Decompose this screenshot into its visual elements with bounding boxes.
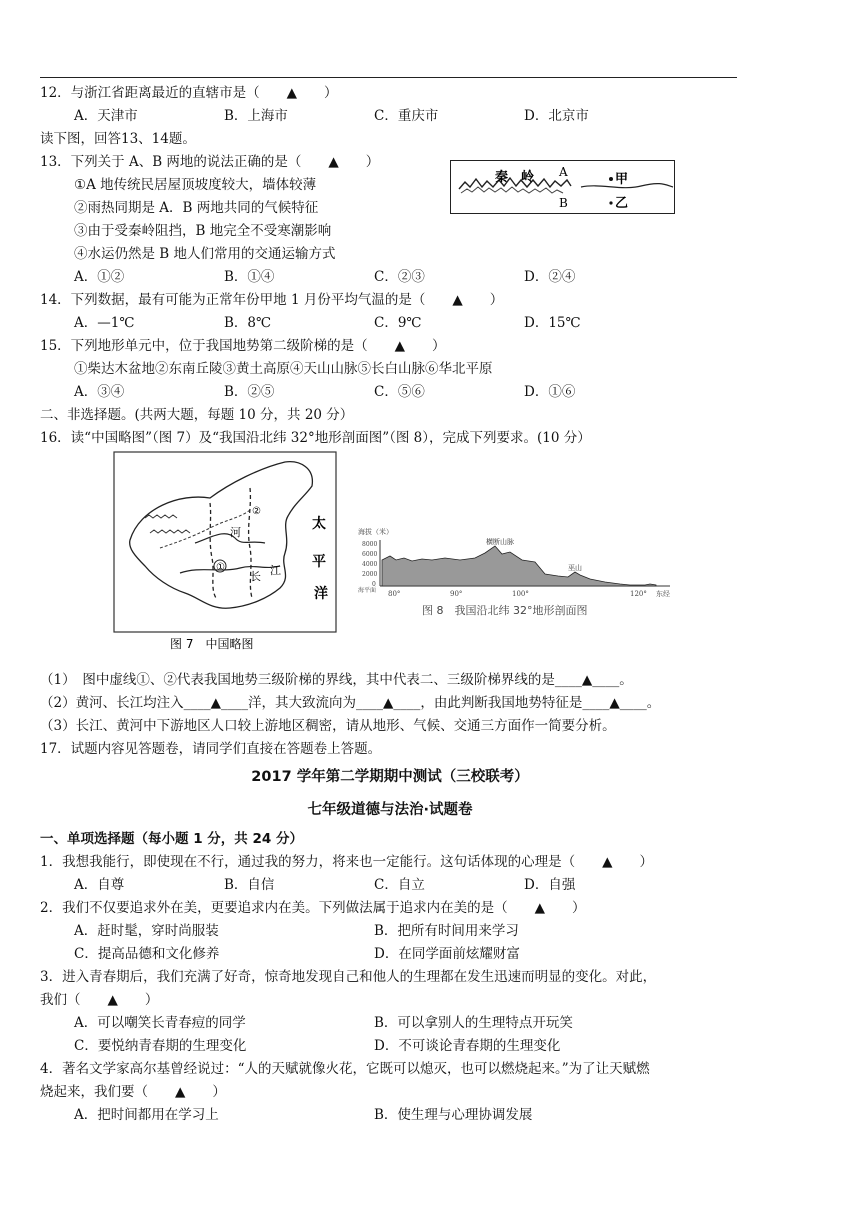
label-yi: 乙 <box>615 196 629 211</box>
q14-option-a: A．—1℃ <box>74 315 135 331</box>
q15-option-c: C．⑤⑥ <box>374 384 425 400</box>
fig8-peak-hengduan: 横断山脉 <box>486 538 514 546</box>
q12-stem: 12．与浙江省距离最近的直辖市是（ ▲ ） <box>40 85 338 101</box>
m4-stem-line-2: 烧起来，我们要（ ▲ ） <box>40 1084 226 1100</box>
q16-stem: 16．读“中国略图”（图 7）及“我国沿北纬 32°地形剖面图”（图 8），完成下列要求。(10 分） <box>40 430 591 446</box>
m4-stem-line-1: 4．著名文学家高尔基曾经说过：“人的天赋就像火花，它既可以熄灭，也可以燃烧起来。”为了让天赋燃 <box>40 1061 650 1077</box>
q15-option-b: B．②⑤ <box>224 384 275 400</box>
header-rule <box>40 77 737 78</box>
label-jia: 甲 <box>615 172 629 187</box>
exam-title: 2017 学年第二学期期中测试（三校联考） <box>251 769 529 785</box>
q15-items: ①柴达木盆地②东南丘陵③黄土高原④天山山脉⑤长白山脉⑥华北平原 <box>74 361 493 377</box>
fig8-ytick-8000: 8000 <box>362 541 378 548</box>
mountain-ridge-lower <box>461 187 563 193</box>
q15-stem: 15．下列地形单元中，位于我国地势第二级阶梯的是（ ▲ ） <box>40 338 446 354</box>
m4-option-a: A．把时间都用在学习上 <box>74 1107 219 1123</box>
fig7-caption: 图 7 中国略图 <box>170 637 254 651</box>
section-2-heading: 二、非选择题。(共两大题，每题 10 分，共 20 分） <box>40 407 354 423</box>
fig7-label-2: ② <box>252 506 261 517</box>
m3-option-b: B．可以拿别人的生理特点开玩笑 <box>374 1015 573 1031</box>
q15-option-d: D．①⑥ <box>524 384 576 400</box>
q14-option-d: D．15℃ <box>524 315 581 331</box>
q13-option-c: C．②③ <box>374 269 425 285</box>
qinling-label: 秦 岭 <box>495 170 535 185</box>
fig7-ocean-ping: 平 <box>312 554 326 570</box>
section-1-heading: 一、单项选择题（每小题 1 分，共 24 分） <box>40 831 303 847</box>
m2-option-b: B．把所有时间用来学习 <box>374 923 519 939</box>
m1-option-b: B．自信 <box>224 877 275 893</box>
q14-option-c: C．9℃ <box>374 315 422 331</box>
m1-option-c: C．自立 <box>374 877 425 893</box>
q12-option-b: B．上海市 <box>224 108 288 124</box>
fig7-ocean-yang: 洋 <box>314 586 328 602</box>
q12-option-d: D．北京市 <box>524 108 589 124</box>
m1-option-d: D．自强 <box>524 877 576 893</box>
m3-option-d: D．不可谈论青春期的生理变化 <box>374 1038 561 1054</box>
qinling-sketch <box>451 161 674 213</box>
figures-svg <box>100 448 704 660</box>
label-b: B <box>559 196 568 210</box>
m3-stem-line-2: 我们（ ▲ ） <box>40 992 159 1008</box>
fig7-label-he: 河 <box>230 526 241 539</box>
fig8-profile <box>382 546 656 586</box>
q13-item-1: ①A 地传统民居屋顶坡度较大，墙体较薄 <box>74 177 317 193</box>
m2-option-c: C．提高品德和文化修养 <box>74 946 220 962</box>
fig8-ytick-0: 0 <box>372 581 376 588</box>
q13-item-4: ④水运仍然是 B 地人们常用的交通运输方式 <box>74 246 336 262</box>
fig7-label-jiang: 江 <box>270 564 281 577</box>
fig7-frame <box>114 452 336 632</box>
fig8-ytick-2000: 2000 <box>362 571 378 578</box>
fig7-ocean-tai: 太 <box>312 516 326 532</box>
fig8-xtick-120: 120° <box>630 590 647 598</box>
m3-option-a: A．可以嘲笑长青春痘的同学 <box>74 1015 246 1031</box>
point-yi <box>609 201 612 204</box>
q16-sub2: （2）黄河、长江均注入____▲____洋，其大致流向为____▲____，由此判断我国地势特征是____▲____。 <box>40 695 661 711</box>
exam-subtitle: 七年级道德与法治·试题卷 <box>307 802 473 818</box>
q13-item-3: ③由于受秦岭阻挡，B 地完全不受寒潮影响 <box>74 223 332 239</box>
q14-option-b: B．8℃ <box>224 315 272 331</box>
m3-stem-line-1: 3．进入青春期后，我们充满了好奇，惊奇地发现自己和他人的生理都在发生迅速而明显的变化。对此， <box>40 969 657 985</box>
m2-option-a: A．赶时髦，穿时尚服装 <box>74 923 219 939</box>
read-figure-note: 读下图，回答13、14题。 <box>40 131 196 147</box>
m1-stem: 1．我想我能行，即使现在不行，通过我的努力，将来也一定能行。这句话体现的心理是（ ▲ ） <box>40 854 653 870</box>
q16-sub1: （1） 图中虚线①、②代表我国地势三级阶梯的界线，其中代表二、三级阶梯界线的是____▲____。 <box>40 672 633 688</box>
fig8-ylabel: 海拔（米） <box>358 528 393 536</box>
label-a: A <box>559 165 568 179</box>
q13-option-b: B．①④ <box>224 269 275 285</box>
fig8-peak-wushan: 巫山 <box>568 564 582 572</box>
q13-stem: 13．下列关于 A、B 两地的说法正确的是（ ▲ ） <box>40 154 380 170</box>
m2-option-d: D．在同学面前炫耀财富 <box>374 946 520 962</box>
fig8-ytick-4000: 4000 <box>362 561 378 568</box>
q13-option-a: A．①② <box>74 269 125 285</box>
point-jia <box>609 177 613 181</box>
q15-option-a: A．③④ <box>74 384 125 400</box>
q13-option-d: D．②④ <box>524 269 576 285</box>
fig7-label-1: ① <box>216 562 225 573</box>
fig8-xlabel: 东经 <box>656 590 670 598</box>
fig8-xtick-100: 100° <box>512 590 529 598</box>
fig8-caption: 图 8 我国沿北纬 32°地形剖面图 <box>422 604 588 617</box>
fig8-ytick-6000: 6000 <box>362 551 378 558</box>
q13-item-2: ②雨热同期是 A．B 两地共同的气候特征 <box>74 200 319 216</box>
q14-stem: 14．下列数据，最有可能为正常年份甲地 1 月份平均气温的是（ ▲ ） <box>40 292 504 308</box>
q16-sub3: （3）长江、黄河中下游地区人口较上游地区稠密，请从地形、气候、交通三方面作一简要分析。 <box>40 718 616 734</box>
m1-option-a: A．自尊 <box>74 877 125 893</box>
fig8-y0label: 海平面 <box>358 587 377 594</box>
q12-option-c: C．重庆市 <box>374 108 439 124</box>
qinling-figure <box>450 160 675 214</box>
fig7-label-chang: 长 <box>250 570 261 583</box>
m4-option-b: B．使生理与心理协调发展 <box>374 1107 533 1123</box>
q17-text: 17．试题内容见答题卷，请同学们直接在答题卷上答题。 <box>40 741 382 757</box>
q16-figures <box>100 448 704 660</box>
q12-option-a: A．天津市 <box>74 108 138 124</box>
fig8-xtick-90: 90° <box>450 590 463 598</box>
m3-option-c: C．要悦纳青春期的生理变化 <box>74 1038 247 1054</box>
fig8-xtick-80: 80° <box>388 590 401 598</box>
m2-stem: 2．我们不仅要追求外在美，更要追求内在美。下列做法属于追求内在美的是（ ▲ ） <box>40 900 586 916</box>
